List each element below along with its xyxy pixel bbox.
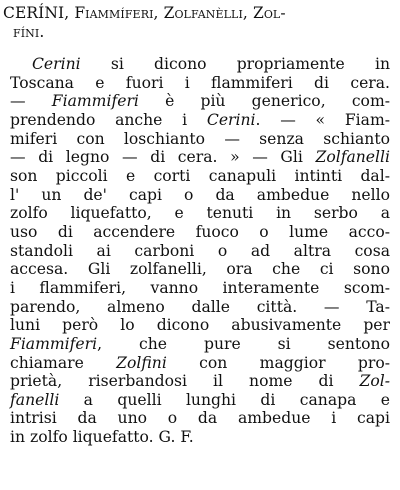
text-run: l' un de' capi o da ambedue nello <box>10 185 390 204</box>
text-line <box>10 279 390 298</box>
italic-term: Zol- <box>359 372 390 391</box>
text-run: zolfo liquefatto, e tenuti in serbo a <box>10 204 390 223</box>
text-line <box>10 55 390 74</box>
text-run: è più generico, com- <box>138 92 391 111</box>
text-line <box>10 223 390 242</box>
text-line <box>10 186 390 205</box>
text-run: chiamare <box>10 353 117 372</box>
text-line <box>10 335 390 354</box>
entry-heading <box>3 4 395 41</box>
italic-term: Fiammiferi <box>10 334 98 353</box>
text-line <box>10 409 390 428</box>
text-line <box>10 372 390 391</box>
text-line <box>10 92 390 111</box>
italic-term: Zolfanelli <box>315 148 390 167</box>
text-run: miferi con loschianto — senza schianto <box>10 129 390 148</box>
text-run: in zolfo liquefatto. G. F. <box>10 428 194 447</box>
text-run: uso di accendere fuoco o lume acco- <box>10 222 390 241</box>
text-run: Toscana e fuori i flammiferi di cera. <box>10 73 390 92</box>
text-line <box>10 354 390 373</box>
text-line <box>10 391 390 410</box>
italic-term: fanelli <box>10 390 60 409</box>
text-run: intrisi da uno o da ambedue i capi <box>10 409 390 428</box>
entry-headword: CERÍNI, <box>3 4 70 22</box>
text-line <box>10 428 390 447</box>
italic-term: Cerini <box>32 55 81 73</box>
text-run: accesa. Gli zolfanelli, ora che ci sono <box>10 260 390 279</box>
entry-synonyms: Fiammíferi, Zolfanèlli, Zol- <box>74 4 286 22</box>
entry-heading-continuation: fíni. <box>13 23 45 41</box>
text-run: standoli ai carboni o ad altra cosa <box>10 241 390 260</box>
italic-term: Fiammiferi <box>51 92 139 111</box>
text-run: , che pure si sentono <box>97 334 390 353</box>
italic-term: Cerini <box>206 110 256 129</box>
italic-term: Zolfini <box>116 353 167 372</box>
text-line <box>10 167 390 186</box>
text-line <box>10 242 390 261</box>
text-run: prietà, riserbandosi il nome di <box>10 372 360 391</box>
text-run: i flammiferi, vanno interamente scom- <box>10 278 390 297</box>
text-run: con maggior pro- <box>166 353 390 372</box>
text-line <box>10 260 390 279</box>
text-run: prendendo anche i <box>10 110 207 129</box>
text-run: luni però lo dicono abusivamente per <box>10 316 390 335</box>
text-line <box>10 148 390 167</box>
text-line <box>10 74 390 93</box>
text-run: si dicono propriamente in <box>80 55 390 73</box>
text-line <box>10 316 390 335</box>
text-run: parendo, almeno dalle città. — Ta- <box>10 297 390 316</box>
text-run: . — « Fiam- <box>255 110 390 129</box>
text-run: a quelli lunghi di canapa e <box>59 390 390 409</box>
entry-body <box>10 55 395 447</box>
text-run: — di legno — di cera. » — Gli <box>10 148 316 167</box>
text-line <box>10 130 390 149</box>
text-run: — <box>10 92 52 111</box>
text-line <box>10 298 390 317</box>
text-run: son piccoli e corti canapuli intinti dal- <box>10 166 390 185</box>
text-line <box>10 204 390 223</box>
text-line <box>10 111 390 130</box>
